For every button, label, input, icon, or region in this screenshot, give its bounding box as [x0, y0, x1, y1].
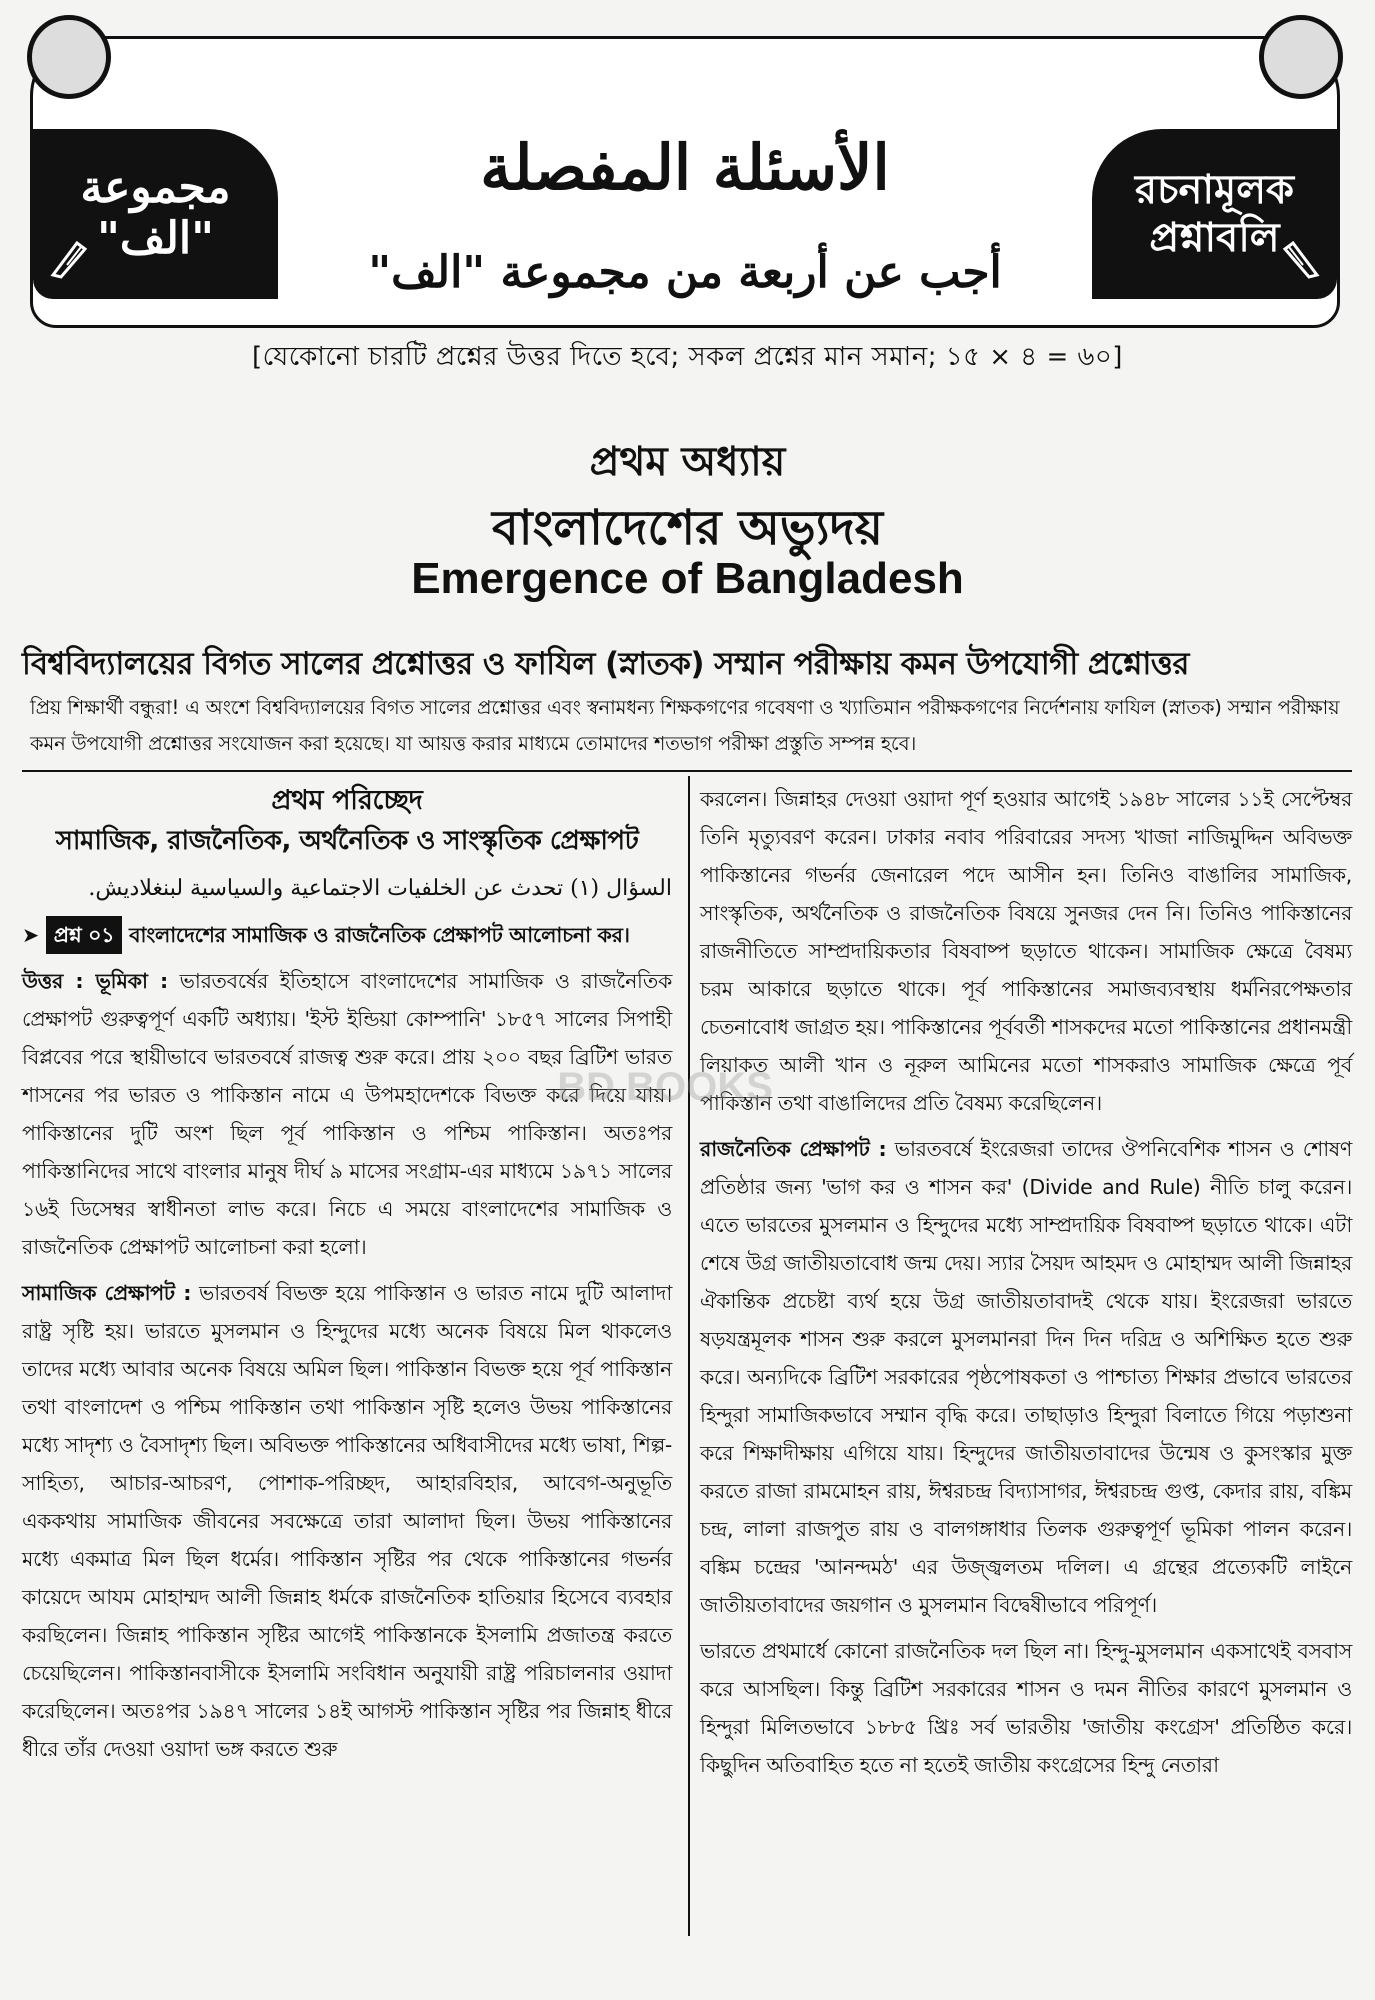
political-context-paragraph [700, 1130, 1352, 1624]
divider-horizontal [22, 770, 1352, 772]
chapter-title-bangla: বাংলাদেশের অভ্যুদয় [491, 500, 884, 556]
left-column [22, 780, 672, 1776]
chapter-title-english: Emergence of Bangladesh [411, 554, 964, 603]
social-context-paragraph [22, 1274, 672, 1768]
answer-text: ভারতবর্ষের ইতিহাসে বাংলাদেশের সামাজিক ও রাজনৈতিক প্রেক্ষাপট গুরুত্বপূর্ণ একটি অধ্যায়। 'ইস্ট ইন্ডিয়া কোম্পানি' ১৮৫৭ সালের সিপাহী বিপ্লবের পরে স্থায়ীভাবে ভারতবর্ষে রাজত্ব শুরু করে। প্রায় ২০০ বছর ব্রিটিশ ভারত শাসনের পর ভারত ও পাকিস্তান নামে এ উপমহাদেশকে বিভক্ত করে দিয়ে যায়। পাকিস্তানের দুটি অংশ ছিল পূর্ব পাকিস্তান ও পশ্চিম পাকিস্তান। অতঃপর পাকিস্তানিদের সাথে বাংলার মানুষ দীর্ঘ ৯ মাসের সংগ্রাম-এর মাধ্যমে ১৯৭১ সালের ১৬ই ডিসেম্বর স্বাধীনতা লাভ করে। নিচে এ সময়ে বাংলাদেশের সামাজিক ও রাজনৈতিক প্রেক্ষাপট আলোচনা করা হলো। [22, 969, 672, 1259]
question-line [22, 916, 672, 954]
question-type-line2: প্রশ্নাবলি [1149, 215, 1280, 261]
question-type-line1: রচনামূলক [1134, 167, 1295, 213]
arabic-title: الأسئلة المفصلة [480, 131, 890, 204]
section-heading: বিশ্ববিদ্যালয়ের বিগত সালের প্রশ্নোত্তর ও ফাযিল (স্নাতক) সম্মান পরীক্ষায় কমন উপযোগী প্রশ্নোত্তর [22, 646, 1189, 682]
scroll-curl-right-decoration [1259, 15, 1343, 99]
exam-instruction: [যেকোনো চারটি প্রশ্নের উত্তর দিতে হবে; সকল প্রশ্নের মান সমান; ১৫ × ৪ = ৬০] [252, 342, 1123, 372]
quill-pen-icon [47, 235, 91, 279]
group-label-line2: "الف" [96, 213, 215, 264]
question-number-badge: প্রশ্ন ০১ [46, 916, 122, 954]
social-context-text: ভারতবর্ষ বিভক্ত হয়ে পাকিস্তান ও ভারত নামে দুটি আলাদা রাষ্ট্র সৃষ্টি হয়। ভারতে মুসলমান ও হিন্দুদের মধ্যে অনেক বিষয়ে মিল থাকলেও তাদের মধ্যে আবার অনেক বিষয়ে অমিল ছিল। পাকিস্তান বিভক্ত হয়ে পূর্ব পাকিস্তান তথা বাংলাদেশ ও পশ্চিম পাকিস্তান তথা পাকিস্তান সৃষ্টি হলেও উভয় পাকিস্তানের মধ্যে সাদৃশ্য ও বৈসাদৃশ্য ছিল। অবিভক্ত পাকিস্তানের অধিবাসীদের মধ্যে ভাষা, শিল্প-সাহিত্য, আচার-আচরণ, পোশাক-পরিচ্ছদ, আহারবিহার, আবেগ-অনুভূতি এককথায় সামাজিক জীবনের সবক্ষেত্রে তারা আলাদা ছিল। উভয় পাকিস্তানের মধ্যে একমাত্র মিল ছিল ধর্মের। পাকিস্তান সৃষ্টির পর থেকে পাকিস্তানের গভর্নর কায়েদে আযম মোহাম্মদ আলী জিন্নাহ ধর্মকে রাজনৈতিক হাতিয়ার হিসেবে ব্যবহার করছিলেন। জিন্নাহ পাকিস্তান সৃষ্টির আগেই পাকিস্তানকে ইসলামি প্রজাতন্ত্র করতে চেয়েছিলেন। পাকিস্তানবাসীকে ইসলামি সংবিধান অনুযায়ী রাষ্ট্র পরিচালনার ওয়াদা করেছিলেন। অতঃপর ১৯৪৭ সালের ১৪ই আগস্ট পাকিস্তান সৃষ্টির পর জিন্নাহ ধীরে ধীরে তাঁর দেওয়া ওয়াদা ভঙ্গ করতে শুরু [22, 1281, 672, 1761]
group-label-line1: مجموعة [80, 162, 231, 214]
watermark-logo: BD BOOKS [557, 1065, 773, 1109]
arabic-subtitle: أجب عن أربعة من مجموعة "الف" [368, 247, 1002, 298]
social-context-label: সামাজিক প্রেক্ষাপট : [22, 1281, 192, 1305]
scroll-curl-left-decoration [27, 15, 111, 99]
header-banner [30, 36, 1340, 328]
divider-column [688, 776, 690, 1936]
continued-paragraph: করলেন। জিন্নাহর দেওয়া ওয়াদা পূর্ণ হওয়ার আগেই ১৯৪৮ সালের ১১ই সেপ্টেম্বর তিনি মৃত্যুবরণ করেন। ঢাকার নবাব পরিবারের সদস্য খাজা নাজিমুদ্দিন অবিভক্ত পাকিস্তানের গভর্নর জেনারেল পদে আসীন হন। তিনিও বাঙালির সামাজিক, সাংস্কৃতিক, অর্থনৈতিক ও রাজনৈতিক বিষয়ে সুনজর দেন নি। তিনিও পাকিস্তানের রাজনীতিতে সাম্প্রদায়িকতার বিষবাষ্প ছড়াতে থাকেন। সামাজিক ক্ষেত্রে বৈষম্য চরম আকারে ছড়াতে থাকে। পূর্ব পাকিস্তানের সমাজব্যবস্থায় ধর্মনিরপেক্ষতার চেতনাবোধ জাগ্রত হয়। পাকিস্তানের পূর্ববর্তী শাসকদের মতো পাকিস্তানের প্রধানমন্ত্রী লিয়াকত আলী খান ও নূরুল আমিনের মতো শাসকরাও সামাজিক ক্ষেত্রে পূর্ব পাকিস্তান তথা বাঙালিদের প্রতি বৈষম্য করেছিলেন। [700, 787, 1352, 1115]
arrow-icon: ➤ [22, 923, 39, 947]
congress-paragraph: ভারতে প্রথমার্ধে কোনো রাজনৈতিক দল ছিল না। হিন্দু-মুসলমান একসাথেই বসবাস করে আসছিল। কিন্তু ব্রিটিশ সরকারের শাসন ও দমন নীতির কারণে মুসলমান ও হিন্দুরা মিলিতভাবে ১৮৮৫ খ্রিঃ সর্ব ভারতীয় 'জাতীয় কংগ্রেস' প্রতিষ্ঠিত করে। কিছুদিন অতিবাহিত হতে না হতেই জাতীয় কংগ্রেসের হিন্দু নেতারা [700, 1639, 1352, 1777]
answer-label: উত্তর : ভূমিকা : [22, 969, 168, 993]
section-intro: প্রিয় শিক্ষার্থী বন্ধুরা! এ অংশে বিশ্ববিদ্যালয়ের বিগত সালের প্রশ্নোত্তর এবং স্বনামধন্য শিক্ষকগণের গবেষণা ও খ্যাতিমান পরীক্ষকগণের নির্দেশনায় ফাযিল (স্নাতক) সম্মান পরীক্ষায় কমন উপযোগী প্রশ্নোত্তর সংযোজন করা হয়েছে। যা আয়ত্ত করার মাধ্যমে তোমাদের শতভাগ পরীক্ষা প্রস্তুতি সম্পন্ন হবে। [30, 696, 1340, 755]
question-type-box [1092, 129, 1337, 299]
chapter-number: প্রথম অধ্যায় [589, 439, 786, 485]
political-context-text: ভারতবর্ষে ইংরেজরা তাদের ঔপনিবেশিক শাসন ও শোষণ প্রতিষ্ঠার জন্য 'ভাগ কর ও শাসন কর' (Divide and Rule) নীতি চালু করেন। এতে ভারতের মুসলমান ও হিন্দুদের মধ্যে সাম্প্রদায়িক বিষবাষ্প ছড়াতে থাকে। এটা শেষে উগ্র জাতীয়তাবোধ জন্ম দেয়। স্যার সৈয়দ আহমদ ও মোহাম্মদ আলী জিন্নাহর ঐকান্তিক প্রচেষ্টা ব্যর্থ হয়ে উগ্র জাতীয়তাবাদই থেকে যায়। ইংরেজরা ভারতে ষড়যন্ত্রমূলক শাসন শুরু করলে মুসলমানরা দিন দিন দরিদ্র ও অশিক্ষিত হতে শুরু করে। অন্যদিকে ব্রিটিশ সরকারের পৃষ্ঠপোষকতা ও পাশ্চাত্য শিক্ষার প্রভাবে ভারতের হিন্দুরা সামাজিকভাবে সম্মান বৃদ্ধি করে। তাছাড়াও হিন্দুরা বিলাতে গিয়ে পড়াশুনা করে শিক্ষাদীক্ষায় এগিয়ে যায়। হিন্দুদের জাতীয়তাবাদের উন্মেষ ও কুসংস্কার মুক্ত করতে রাজা রামমোহন রায়, ঈশ্বরচন্দ্র বিদ্যাসাগর, ঈশ্বরচন্দ্র গুপ্ত, কেদার রায়, বঙ্কিম চন্দ্র, লালা রাজপুত রায় ও বালগঙ্গাধার তিলক গুরুত্বপূর্ণ ভূমিকা পালন করেন। বঙ্কিম চন্দ্রের 'আনন্দমঠ' এর উজ্জ্বলতম দলিল। এ গ্রন্থের প্রত্যেকটি লাইনে জাতীয়তাবাদের জয়গান ও মুসলমান বিদ্বেষীভাবে পরিপূর্ণ। [700, 1137, 1352, 1617]
paricched-heading: প্রথম পরিচ্ছেদ [271, 785, 423, 816]
question-text: বাংলাদেশের সামাজিক ও রাজনৈতিক প্রেক্ষাপট আলোচনা কর। [129, 923, 630, 947]
paricched-title: সামাজিক, রাজনৈতিক, অর্থনৈতিক ও সাংস্কৃতিক প্রেক্ষাপট [55, 826, 639, 856]
quill-pen-icon [1279, 235, 1323, 279]
arabic-question: السؤال (١) تحدث عن الخلفيات الاجتماعية والسياسية لبنغلاديش. [88, 876, 672, 901]
group-label-box [33, 129, 278, 299]
right-column [700, 780, 1352, 1792]
political-context-label: রাজনৈতিক প্রেক্ষাপট : [700, 1137, 887, 1161]
